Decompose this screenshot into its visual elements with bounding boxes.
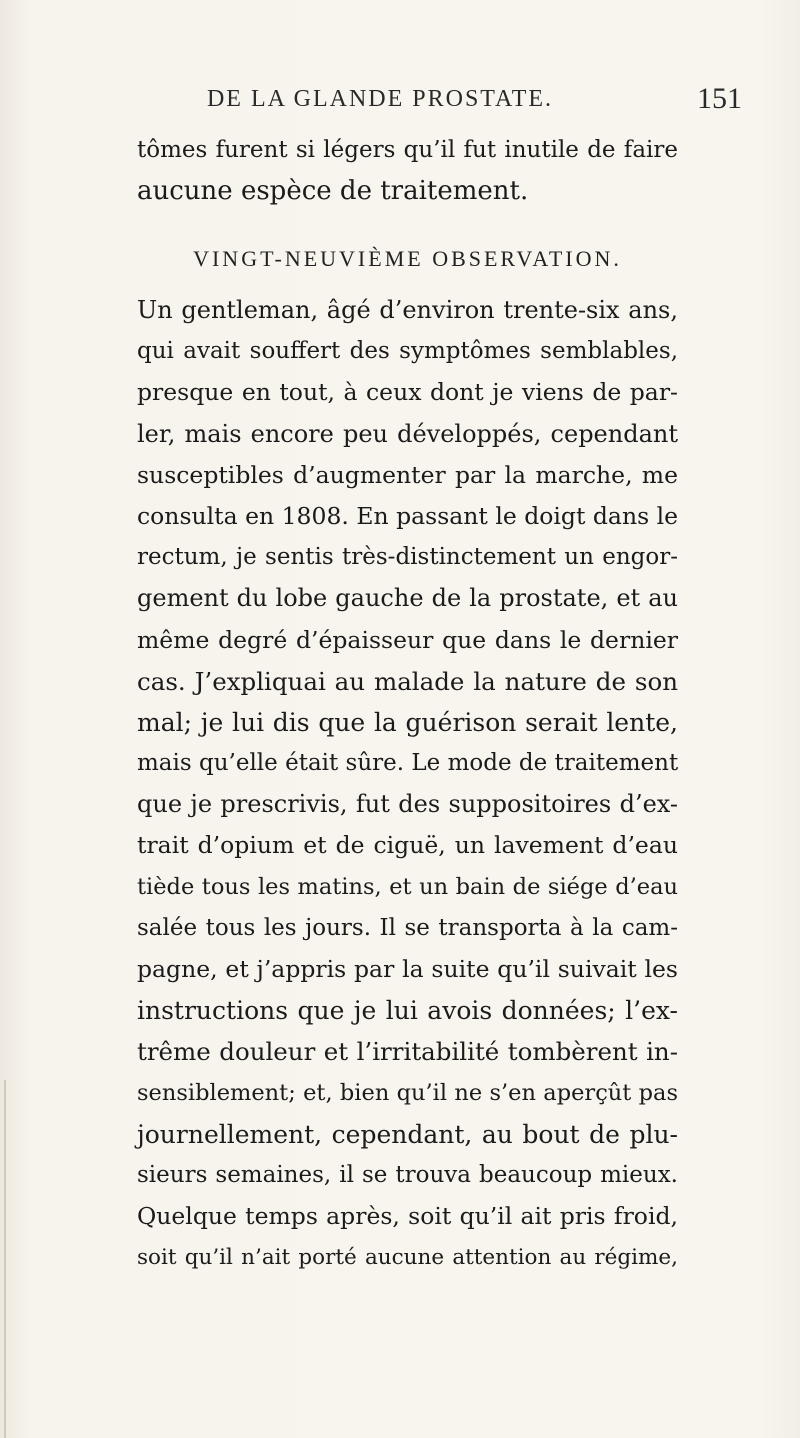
text-line: salée tous les jours. Il se transporta à la cam- (137, 914, 678, 941)
running-title: DE LA GLANDE PROSTATE. (206, 86, 554, 112)
text-line: Un gentleman, âgé d’environ trente-six ans, (137, 296, 678, 324)
text-line: instructions que je lui avois données; l’ex- (137, 996, 678, 1026)
continued-paragraph (137, 130, 678, 212)
text-line: rectum, je sentis très-distinctement un engor- (137, 544, 678, 571)
text-line: susceptibles d’augmenter par la marche, me (137, 460, 678, 489)
text-line: sieurs semaines, il se trouva beaucoup mieux. (137, 1161, 678, 1188)
text-line: presque en tout, à ceux dont je viens de par- (137, 378, 678, 407)
text-line: tiède tous les matins, et un bain de siége d’eau (137, 873, 678, 900)
text-line: journellement, cependant, au bout de plu- (137, 1119, 678, 1149)
text-line: soit qu’il n’ait porté aucune attention au régime, (137, 1245, 678, 1271)
text-line: trait d’opium et de ciguë, un lavement d’eau (137, 831, 678, 860)
text-line: aucune espèce de traitement. (137, 176, 529, 207)
text-line: Quelque temps après, soit qu’il ait pris froid, (137, 1202, 678, 1231)
text-line: trême douleur et l’irritabilité tombèrent in- (137, 1037, 678, 1067)
page-edge-shadow (4, 1080, 6, 1438)
page-number: 151 (697, 82, 742, 115)
text-line: sensiblement; et, bien qu’il ne s’en aperçût pas (137, 1079, 678, 1106)
text-line: que je prescrivis, fut des suppositoires d’ex- (137, 790, 678, 819)
text-line: qui avait souffert des symptômes semblables, (137, 338, 678, 365)
section-heading: VINGT-NEUVIÈME OBSERVATION. (193, 246, 622, 271)
text-line: tômes furent si légers qu’il fut inutile de faire (137, 137, 678, 163)
text-line: consulta en 1808. En passant le doigt dans le (137, 501, 679, 530)
text-line: même degré d’épaisseur que dans le dernier (137, 625, 678, 654)
text-line: cas. J’expliquai au malade la nature de son (137, 666, 678, 696)
text-line: mal; je lui dis que la guérison serait lente, (137, 707, 678, 737)
text-line: pagne, et j’appris par la suite qu’il suivait les (137, 955, 678, 983)
text-line: mais qu’elle était sûre. Le mode de traitement (137, 750, 679, 777)
text-line: gement du lobe gauche de la prostate, et au (137, 584, 678, 613)
text-line: ler, mais encore peu développés, cependant (137, 419, 678, 448)
observation-paragraph (137, 290, 678, 1279)
